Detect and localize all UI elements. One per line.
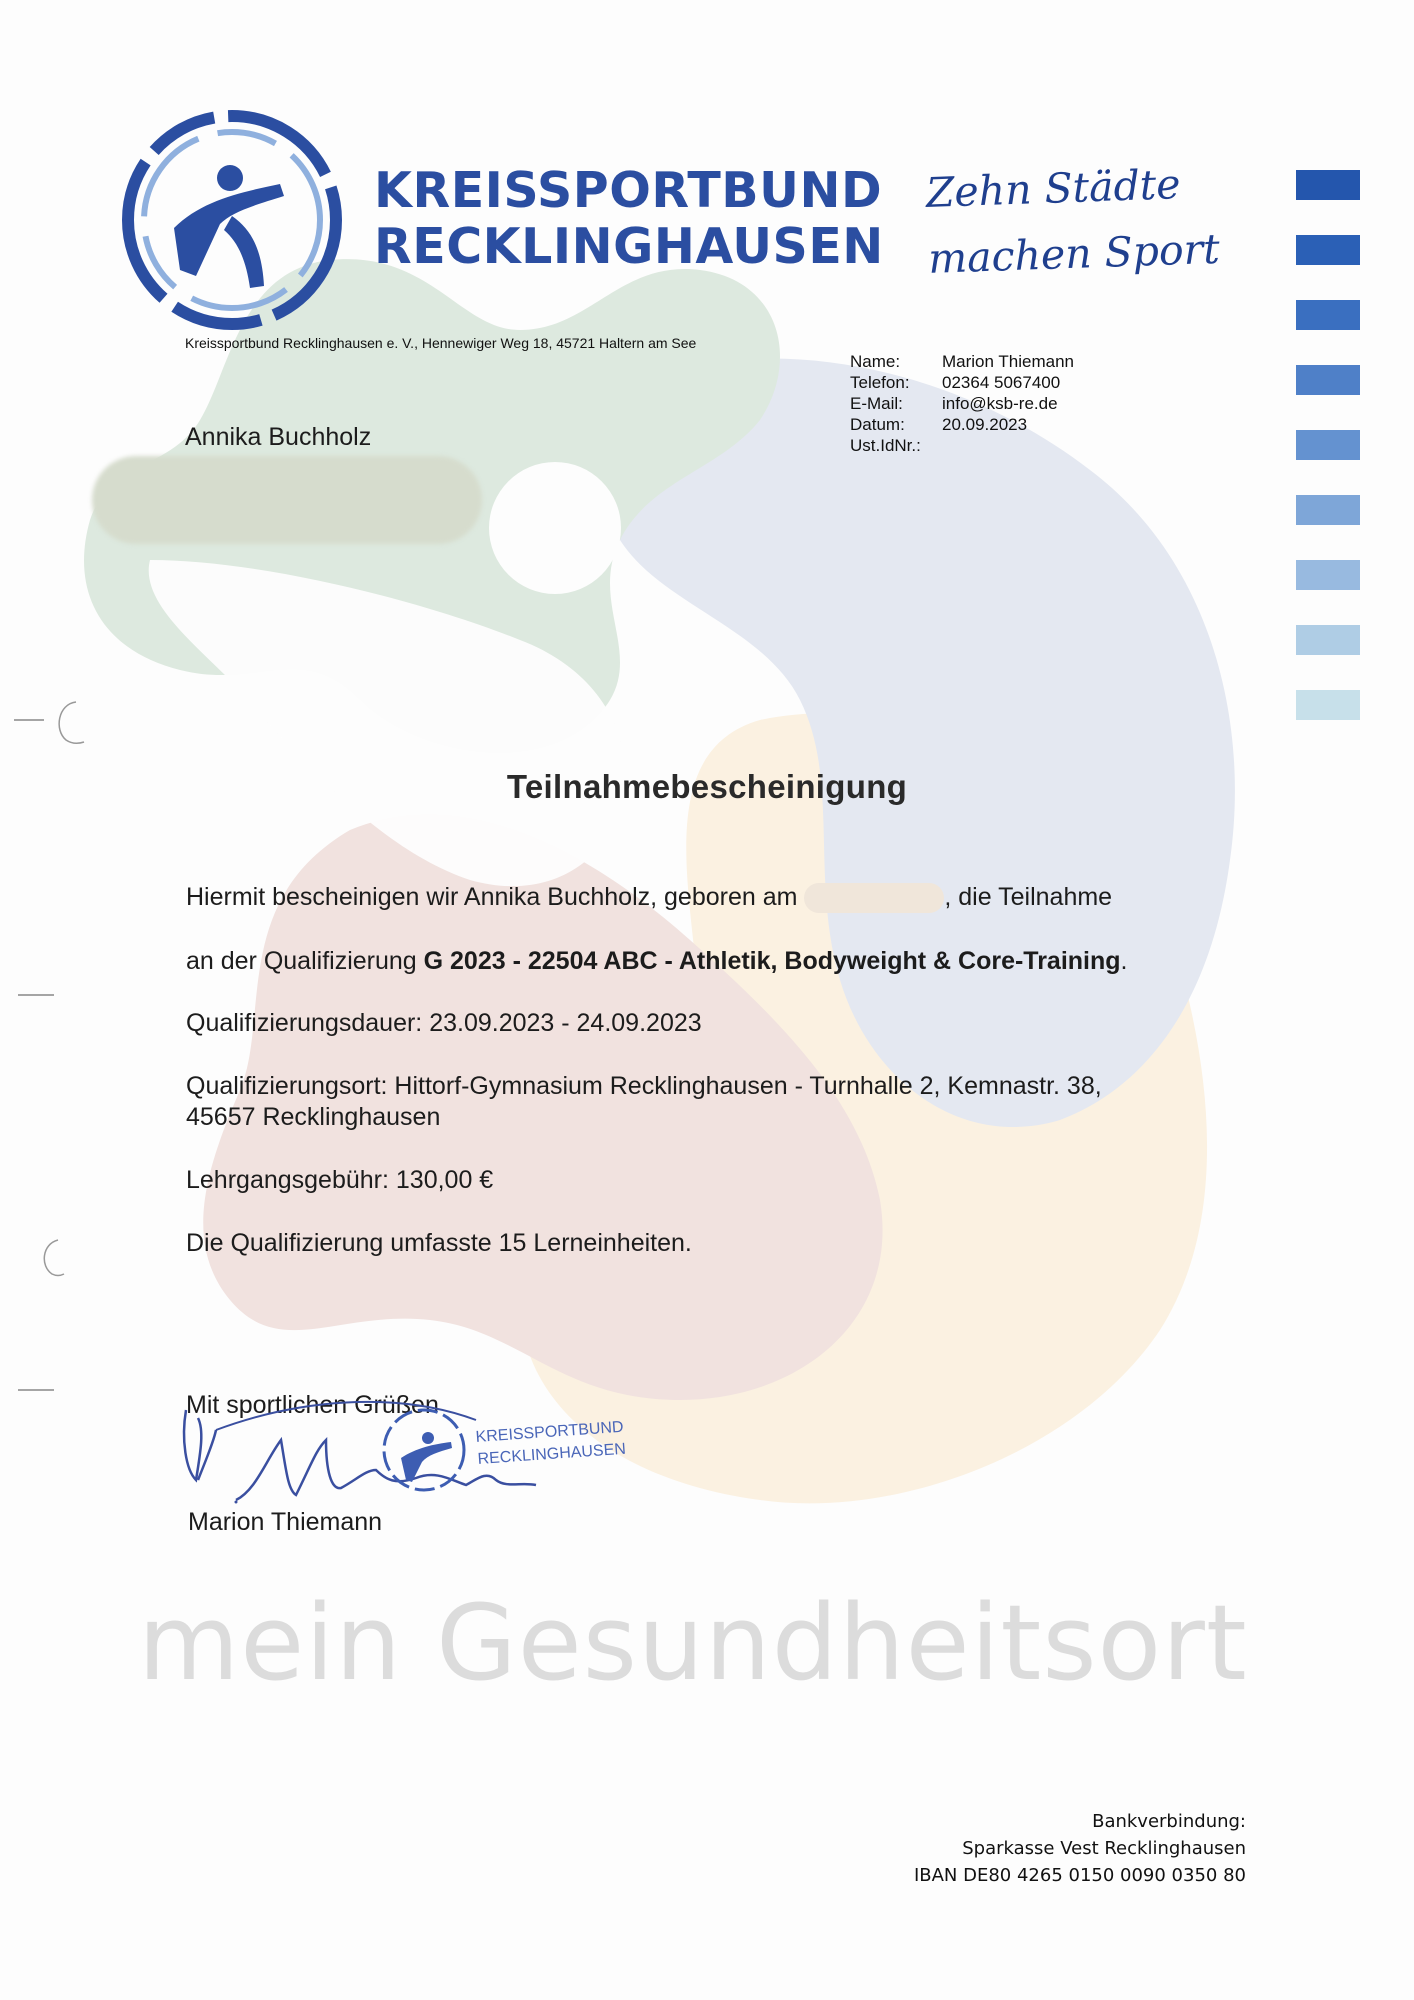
closing-greeting: Mit sportlichen Grüßen <box>186 1391 439 1419</box>
contact-info <box>850 351 1074 456</box>
contact-phone-row <box>850 372 1074 393</box>
bank-details <box>914 1808 1246 1889</box>
handwritten-slogan <box>925 155 1221 287</box>
contact-vat-label: Ust.IdNr.: <box>850 436 921 455</box>
signature-and-stamp <box>176 1370 636 1510</box>
stamp-text-line1: KREISSPORTBUND <box>475 1418 625 1446</box>
sender-address-line: Kreissportbund Recklinghausen e. V., Hennewiger Weg 18, 45721 Haltern am See <box>185 335 697 351</box>
document-title: Teilnahmebescheinigung <box>506 768 908 805</box>
course-duration: Qualifizierungsdauer: 23.09.2023 - 24.09.2023 <box>186 1009 702 1037</box>
contact-name-label: Name: <box>850 352 901 371</box>
bank-iban: IBAN DE80 4265 0150 0090 0350 80 <box>913 1865 1246 1886</box>
contact-phone-value: 02364 5067400 <box>942 373 1061 392</box>
contact-date-label: Datum: <box>850 415 905 434</box>
org-name-line1: KREISSPORTBUND <box>374 162 883 219</box>
watermark-slogan: mein Gesundheitsort <box>138 1582 1248 1704</box>
para1-start: Hiermit bescheinigen wir Annika Buchholz, geboren am <box>186 883 805 911</box>
contact-email-value: info@ksb-re.de <box>942 394 1058 413</box>
punch-hole-mark-lower <box>18 1230 68 1290</box>
athlete-ring-logo-icon <box>112 100 352 340</box>
stamp-text-line2: RECKLINGHAUSEN <box>477 1440 627 1468</box>
contact-vat-row <box>850 435 1074 456</box>
contact-phone-label: Telefon: <box>850 373 910 392</box>
para1-end: , die Teilnahme <box>944 883 1113 911</box>
contact-email-label: E-Mail: <box>850 394 903 413</box>
contact-email-row <box>850 393 1074 414</box>
contact-name-value: Marion Thiemann <box>942 352 1074 371</box>
contact-name-row <box>850 351 1074 372</box>
signer-name: Marion Thiemann <box>188 1508 383 1536</box>
contact-date-value: 20.09.2023 <box>942 415 1028 434</box>
redacted-birthdate <box>804 883 944 913</box>
course-location <box>186 1071 1102 1133</box>
para2-start: an der Qualifizierung <box>186 947 424 975</box>
slogan-line2: machen Sport <box>927 224 1221 283</box>
course-fee: Lehrgangsgebühr: 130,00 € <box>186 1166 494 1194</box>
fold-mark <box>18 990 58 1000</box>
contact-date-row <box>850 414 1074 435</box>
org-name <box>374 163 884 275</box>
slogan-line1: Zehn Städte <box>925 160 1182 217</box>
course-units: Die Qualifizierung umfasste 15 Lerneinheiten. <box>186 1229 692 1257</box>
bank-name: Sparkasse Vest Recklinghausen <box>962 1838 1246 1859</box>
course-title: G 2023 - 22504 ABC - Athletik, Bodyweight & Core-Training <box>423 947 1121 975</box>
fold-mark-lower <box>18 1385 58 1395</box>
redacted-address <box>92 456 482 544</box>
certificate-paragraph-1 <box>186 882 1112 913</box>
bank-heading: Bankverbindung: <box>1092 1811 1246 1832</box>
decorative-side-bars <box>1296 170 1360 730</box>
para2-end: . <box>1120 947 1128 975</box>
course-location-line1: Qualifizierungsort: Hittorf-Gymnasium Recklinghausen - Turnhalle 2, Kemnastr. 38, <box>186 1072 1102 1100</box>
punch-hole-mark <box>14 690 94 760</box>
course-location-line2: 45657 Recklinghausen <box>186 1103 441 1131</box>
certificate-paragraph-2 <box>186 946 1128 977</box>
org-name-line2: RECKLINGHAUSEN <box>374 218 884 275</box>
recipient-name: Annika Buchholz <box>185 423 372 451</box>
